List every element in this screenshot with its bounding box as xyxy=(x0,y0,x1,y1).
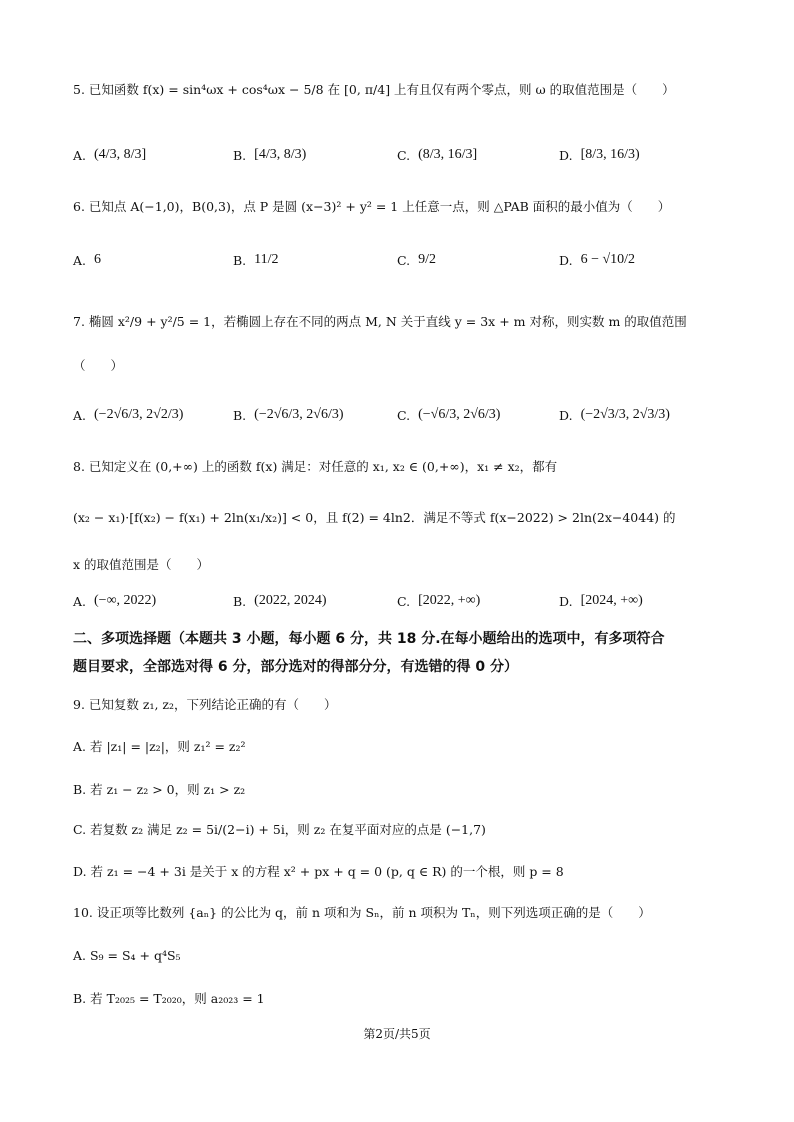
q8-option-a: A. (−∞, 2022) xyxy=(73,593,157,609)
q7-option-b: B. (−2√6/3, 2√6/3) xyxy=(233,407,344,423)
q5-option-c: C. (8/3, 16/3] xyxy=(397,147,478,163)
section-heading-line2: 题目要求，全部选对得 6 分，部分选对的得部分分，有选错的得 0 分） xyxy=(73,659,518,675)
q5-option-d: D. [8/3, 16/3) xyxy=(559,147,640,163)
q8-stem-line3: x 的取值范围是（ ） xyxy=(73,557,210,572)
q5-options xyxy=(73,132,753,178)
q10-option-b: B. 若 T₂₀₂₅ = T₂₀₂₀，则 a₂₀₂₃ = 1 xyxy=(73,991,265,1006)
q6-option-a: A. 6 xyxy=(73,252,102,268)
q5-option-a: A. (4/3, 8/3] xyxy=(73,147,147,163)
q8-option-d: D. [2024, +∞) xyxy=(559,593,643,609)
section-heading-line1: 二、多项选择题（本题共 3 小题，每小题 6 分，共 18 分.在每小题给出的选项中，有多项符合 xyxy=(73,631,665,647)
q5-option-b: B. [4/3, 8/3) xyxy=(233,147,307,163)
q9-option-d: D. 若 z₁ = −4 + 3i 是关于 x 的方程 x² + px + q = 0 (p, q ∈ R) 的一个根，则 p = 8 xyxy=(73,864,564,879)
q6-stem: 6. 已知点 A(−1,0)，B(0,3)，点 P 是圆 (x−3)² + y² = 1 上任意一点，则 △PAB 面积的最小值为（ ） xyxy=(73,199,671,214)
q7-stem-tail: （ ） xyxy=(73,358,124,373)
q7-option-a: A. (−2√6/3, 2√2/3) xyxy=(73,407,184,423)
q5-stem: 5. 已知函数 f(x) = sin⁴ωx + cos⁴ωx − 5/8 在 [0, π/4] 上有且仅有两个零点，则 ω 的取值范围是（ ） xyxy=(73,82,675,97)
q7-stem: 7. 椭圆 x²/9 + y²/5 = 1，若椭圆上存在不同的两点 M, N 关于直线 y = 3x + m 对称，则实数 m 的取值范围 xyxy=(73,314,687,329)
q9-option-c: C. 若复数 z₂ 满足 z₂ = 5i/(2−i) + 5i，则 z₂ 在复平面对应的点是 (−1,7) xyxy=(73,822,486,837)
q10-option-a: A. S₉ = S₄ + q⁴S₅ xyxy=(73,948,181,963)
q8-stem-line2: (x₂ − x₁)·[f(x₂) − f(x₁) + 2ln(x₁/x₂)] < 0，且 f(2) = 4ln2．满足不等式 f(x−2022) > 2ln(2x−4044) 的 xyxy=(73,510,676,525)
q7-option-d: D. (−2√3/3, 2√3/3) xyxy=(559,407,670,423)
page-footer: 第2页/共5页 xyxy=(363,1027,431,1041)
q8-stem: 8. 已知定义在 (0,+∞) 上的函数 f(x) 满足：对任意的 x₁, x₂ ∈ (0,+∞)，x₁ ≠ x₂，都有 xyxy=(73,459,558,474)
q10-stem: 10. 设正项等比数列 {aₙ} 的公比为 q，前 n 项和为 Sₙ，前 n 项积为 Tₙ，则下列选项正确的是（ ） xyxy=(73,905,651,920)
q6-option-c: C. 9/2 xyxy=(397,252,436,268)
q8-options xyxy=(73,578,753,624)
q7-options xyxy=(73,392,753,438)
q9-option-a: A. 若 |z₁| = |z₂|，则 z₁² = z₂² xyxy=(73,739,246,754)
q6-option-d: D. 6 − √10/2 xyxy=(559,252,636,268)
q8-option-b: B. (2022, 2024) xyxy=(233,593,327,609)
q8-option-c: C. [2022, +∞) xyxy=(397,593,481,609)
q9-stem: 9. 已知复数 z₁, z₂，下列结论正确的有（ ） xyxy=(73,697,337,712)
q6-option-b: B. 11/2 xyxy=(233,252,279,268)
q7-option-c: C. (−√6/3, 2√6/3) xyxy=(397,407,501,423)
q6-options xyxy=(73,237,753,283)
q9-option-b: B. 若 z₁ − z₂ > 0，则 z₁ > z₂ xyxy=(73,782,246,797)
